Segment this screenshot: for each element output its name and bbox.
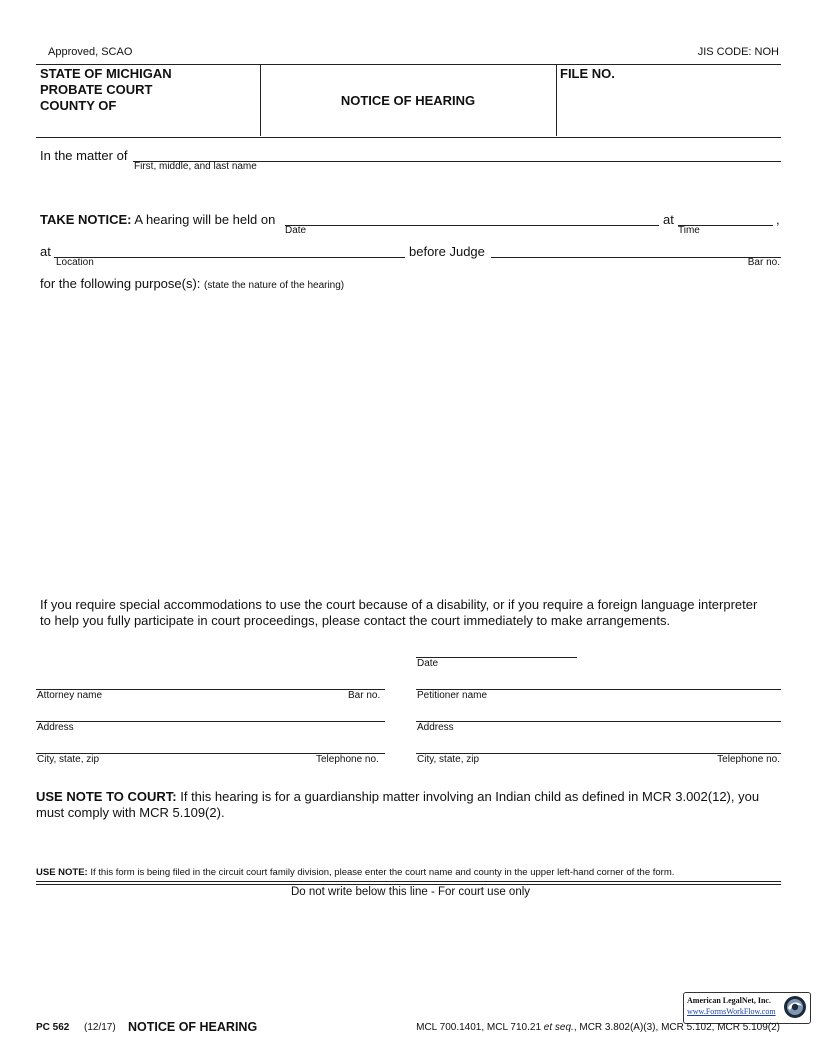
hearing-time-field[interactable] (678, 211, 773, 226)
take-notice-label: TAKE NOTICE: (40, 212, 132, 227)
purpose-hint: (state the nature of the hearing) (204, 280, 345, 291)
date-signature-line[interactable] (416, 657, 577, 658)
use-note-court-text: If this hearing is for a guardianship matter involving an Indian child as defined in MCR 3.002(12), you (180, 789, 760, 804)
judge-field[interactable] (491, 243, 781, 258)
take-notice-line (40, 212, 275, 227)
form-title: NOTICE OF HEARING (340, 93, 476, 108)
american-legalnet-logo[interactable] (683, 992, 811, 1024)
accommodation-line-1: If you require special accommodations to use the court because of a disability, or if you require a foreign language interpreter (40, 597, 758, 612)
use-note (36, 867, 674, 878)
at-text-2: at (40, 244, 51, 259)
use-note-court-line-1 (36, 789, 759, 804)
citation-part-1: MCL 700.1401, MCL 710.21 (416, 1022, 542, 1033)
petitioner-name-label: Petitioner name (417, 690, 488, 701)
logo-name: American LegalNet, Inc. (687, 996, 771, 1005)
time-sublabel: Time (678, 225, 700, 236)
comma-text: , (776, 212, 780, 227)
before-judge-text: before Judge (409, 244, 485, 259)
form-number: PC 562 (36, 1022, 70, 1033)
court-label: PROBATE COURT (40, 82, 153, 97)
sig-date-label: Date (417, 658, 439, 669)
use-note-court-line-2: must comply with MCR 5.109(2). (36, 805, 225, 820)
globe-icon (783, 995, 807, 1019)
held-on-text: A hearing will be held on (134, 212, 276, 227)
attorney-name-label: Attorney name (37, 690, 103, 701)
logo-url[interactable]: www.FormsWorkFlow.com (687, 1007, 776, 1016)
caption-divider-right (556, 64, 557, 136)
hearing-date-field[interactable] (285, 211, 659, 226)
use-note-label: USE NOTE: (36, 867, 88, 878)
purpose-area[interactable] (40, 296, 781, 586)
petitioner-address-line[interactable] (416, 721, 781, 722)
attorney-address-label: Address (37, 722, 74, 733)
accommodation-line-2: to help you fully participate in court proceedings, please contact the court immediately to make arrangements. (40, 613, 671, 628)
court-use-rule-2 (36, 884, 781, 885)
jis-code: JIS CODE: NOH (697, 46, 779, 58)
attorney-bar-no-label: Bar no. (348, 690, 381, 701)
location-field[interactable] (54, 243, 405, 258)
court-use-only-text: Do not write below this line - For court use only (290, 886, 531, 898)
footer-title: NOTICE OF HEARING (128, 1020, 258, 1034)
citation-part-2: , MCR 3.802(A)(3), MCR 5.102, MCR 5.109(2) (573, 1022, 780, 1033)
attorney-city-label: City, state, zip (37, 754, 100, 765)
petitioner-telephone-label: Telephone no. (717, 754, 780, 765)
matter-sublabel: First, middle, and last name (134, 161, 257, 172)
county-label[interactable]: COUNTY OF (40, 98, 117, 113)
file-no-label[interactable]: FILE NO. (560, 66, 615, 81)
petitioner-city-label: City, state, zip (417, 754, 480, 765)
citation-et-seq: et seq. (543, 1022, 574, 1033)
state-label: STATE OF MICHIGAN (40, 66, 172, 81)
attorney-address-line[interactable] (36, 721, 385, 722)
judge-bar-no-sublabel: Bar no. (747, 257, 780, 268)
attorney-telephone-label: Telephone no. (316, 754, 379, 765)
use-note-court-label: USE NOTE TO COURT: (36, 789, 177, 804)
approved-text: Approved, SCAO (48, 46, 133, 58)
use-note-text: If this form is being filed in the circuit court family division, please enter the court name and county in the upper left-hand corner of the form. (90, 867, 675, 878)
location-sublabel: Location (56, 257, 94, 268)
petitioner-address-label: Address (417, 722, 454, 733)
matter-name-field[interactable] (133, 147, 781, 162)
date-sublabel: Date (285, 225, 307, 236)
purpose-line (40, 276, 344, 291)
court-use-rule-1 (36, 881, 781, 882)
at-text-1: at (663, 212, 674, 227)
purpose-label: for the following purpose(s): (40, 276, 201, 291)
matter-label: In the matter of (40, 148, 128, 163)
form-revision: (12/17) (84, 1022, 116, 1033)
footer-citations (416, 1022, 780, 1033)
